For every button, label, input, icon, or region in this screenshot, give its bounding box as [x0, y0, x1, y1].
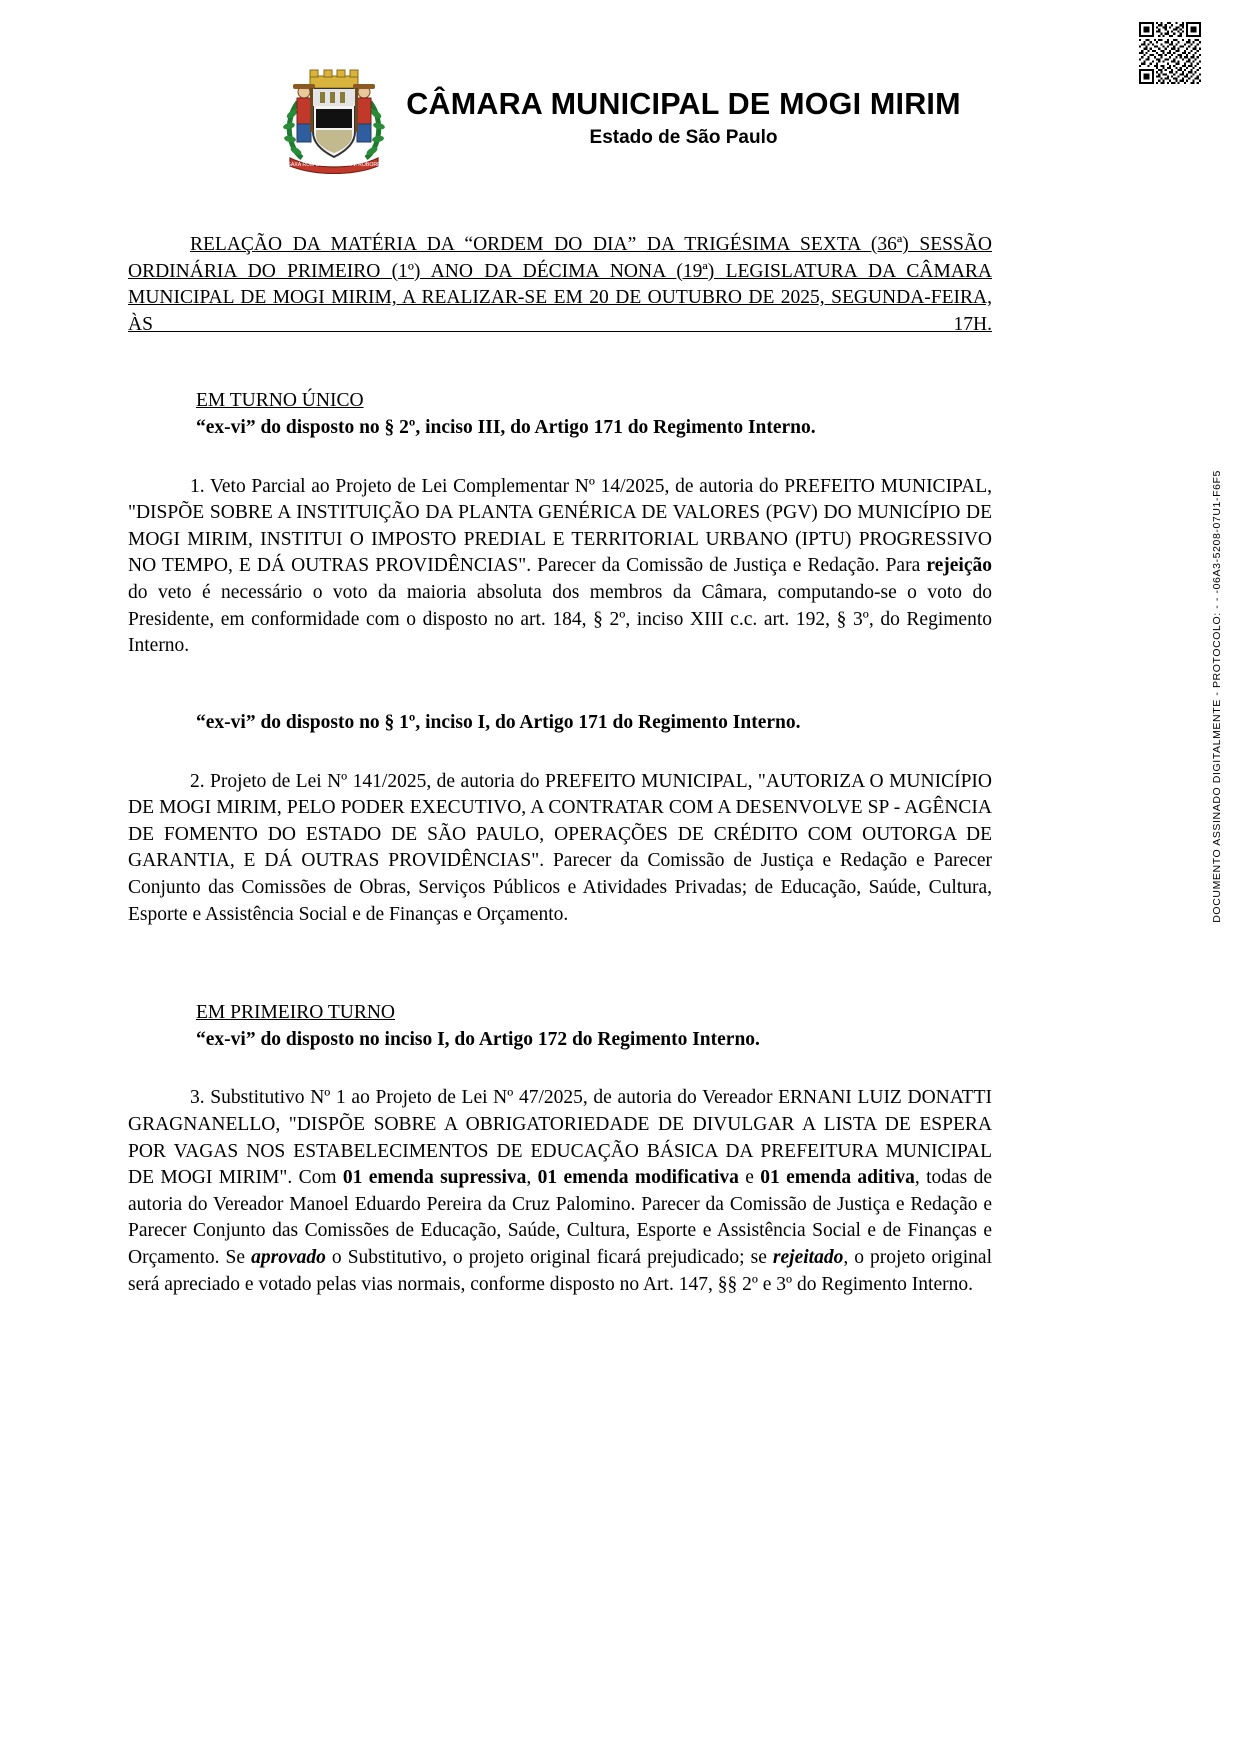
- ordem-do-dia-heading: RELAÇÃO DA MATÉRIA DA “ORDEM DO DIA” DA TRIGÉSIMA SEXTA (36ª) SESSÃO ORDINÁRIA DO PRIMEIRO (1º) ANO DA DÉCIMA NONA (19ª) LEGISLATURA DA CÂMARA MUNICIPAL DE MOGI MIRIM, A REALIZAR-SE EM 20 DE OUTUBRO DE 2025, SEGUNDA-FEIRA, ÀS 17H.: [128, 234, 992, 335]
- section-heading-turno-unico: EM TURNO ÚNICO: [196, 390, 364, 412]
- item-3-text-a: 3. Substitutivo Nº 1 ao Projeto de Lei Nº 47/2025, de autoria do Vereador ERNANI LUIZ DONATTI GRAGNANELLO, "DISPÕE SOBRE A OBRIGATORIEDADE DE DIVULGAR A LISTA DE ESPERA POR VAGAS NOS ESTABELECIMENTOS DE EDUCAÇÃO BÁSICA DA PREFEITURA MUNICIPAL DE MOGI MIRIM". Com: [128, 1087, 992, 1189]
- item-2: 2. Projeto de Lei Nº 141/2025, de autoria do PREFEITO MUNICIPAL, "AUTORIZA O MUNICÍPIO DE MOGI MIRIM, PELO PODER EXECUTIVO, A CONTRATAR COM A DESENVOLVE SP - AGÊNCIA DE FOMENTO DO ESTADO DE SÃO PAULO, OPERAÇÕES DE CRÉDITO COM OUTORGA DE GARANTIA, E DÁ OUTRAS PROVIDÊNCIAS". Parecer da Comissão de Justiça e Redação e Parecer Conjunto das Comissões de Obras, Serviços Públicos e Atividades Privadas; de Educação, Saúde, Cultura, Esporte e Assistência Social e de Finanças e Orçamento.: [128, 770, 992, 925]
- digital-signature-stamp: DOCUMENTO ASSINADO DIGITALMENTE - PROTOCOLO: - - -06A3-5208-07U1-F6F5: [1211, 470, 1223, 923]
- item-1: [128, 474, 992, 660]
- item-3-bold-1: 01 emenda supressiva: [342, 1167, 527, 1189]
- item-3-text-b: ,: [526, 1167, 538, 1189]
- document-body: [128, 232, 992, 1298]
- section-subheading-exvi-172: “ex-vi” do disposto no inciso I, do Artigo 172 do Regimento Interno.: [196, 1028, 760, 1050]
- section-heading-primeiro-turno: EM PRIMEIRO TURNO: [196, 1002, 395, 1024]
- organization-subtitle: Estado de São Paulo: [589, 126, 778, 148]
- section-subheading-exvi-171-2: “ex-vi” do disposto no § 2º, inciso III, do Artigo 171 do Regimento Interno.: [196, 417, 816, 439]
- item-3-text-e: o Substitutivo, o projeto original ficará prejudicado; se: [325, 1247, 773, 1269]
- item-3-bolditalic-2: rejeitado: [772, 1247, 844, 1269]
- item-3: [128, 1085, 992, 1298]
- item-1-text-a: 1. Veto Parcial ao Projeto de Lei Complementar Nº 14/2025, de autoria do PREFEITO MUNICIPAL, "DISPÕE SOBRE A INSTITUIÇÃO DA PLANTA GENÉRICA DE VALORES (PGV) DO MUNICÍPIO DE MOGI MIRIM, INSTITUI O IMPOSTO PREDIAL E TERRITORIAL URBANO (IPTU) PROGRESSIVO NO TEMPO, E DÁ OUTRAS PROVIDÊNCIAS". Parecer da Comissão de Justiça e Redação. Para: [128, 475, 992, 577]
- section-subheading-exvi-171-1: “ex-vi” do disposto no § 1º, inciso I, do Artigo 171 do Regimento Interno.: [196, 711, 801, 733]
- item-3-text-d: , todas de autoria do Vereador Manoel Eduardo Pereira da Cruz Palomino. Parecer da Comissão de Justiça e Redação e Parecer Conjunto das Comissões de Educação, Saúde, Cultura, Esporte e Assistência Social e de Finanças e Orçamento. Se: [128, 1167, 993, 1269]
- coat-of-arms: [280, 62, 388, 174]
- coat-of-arms-motto: SAXA RUM E PAULISTARUM ROBORE: [287, 162, 381, 168]
- document-header: [0, 62, 1241, 174]
- item-1-bold: rejeição: [926, 555, 992, 577]
- item-3-bold-2: 01 emenda modificativa: [537, 1167, 739, 1189]
- item-1-text-b: do veto é necessário o voto da maioria absoluta dos membros da Câmara, computando-se o voto do Presidente, em conformidade com o disposto no art. 184, § 2º, inciso XIII c.c. art. 192, § 3º, do Regimento Interno.: [128, 582, 992, 657]
- item-3-text-f: , o projeto original será apreciado e votado pelas vias normais, conforme disposto no Art. 147, §§ 2º e 3º do Regimento Interno.: [128, 1247, 992, 1295]
- organization-title: CÂMARA MUNICIPAL DE MOGI MIRIM: [406, 87, 961, 122]
- item-3-bolditalic-1: aprovado: [251, 1247, 326, 1269]
- item-3-bold-3: 01 emenda aditiva: [760, 1167, 915, 1189]
- item-3-text-c: e: [738, 1167, 761, 1189]
